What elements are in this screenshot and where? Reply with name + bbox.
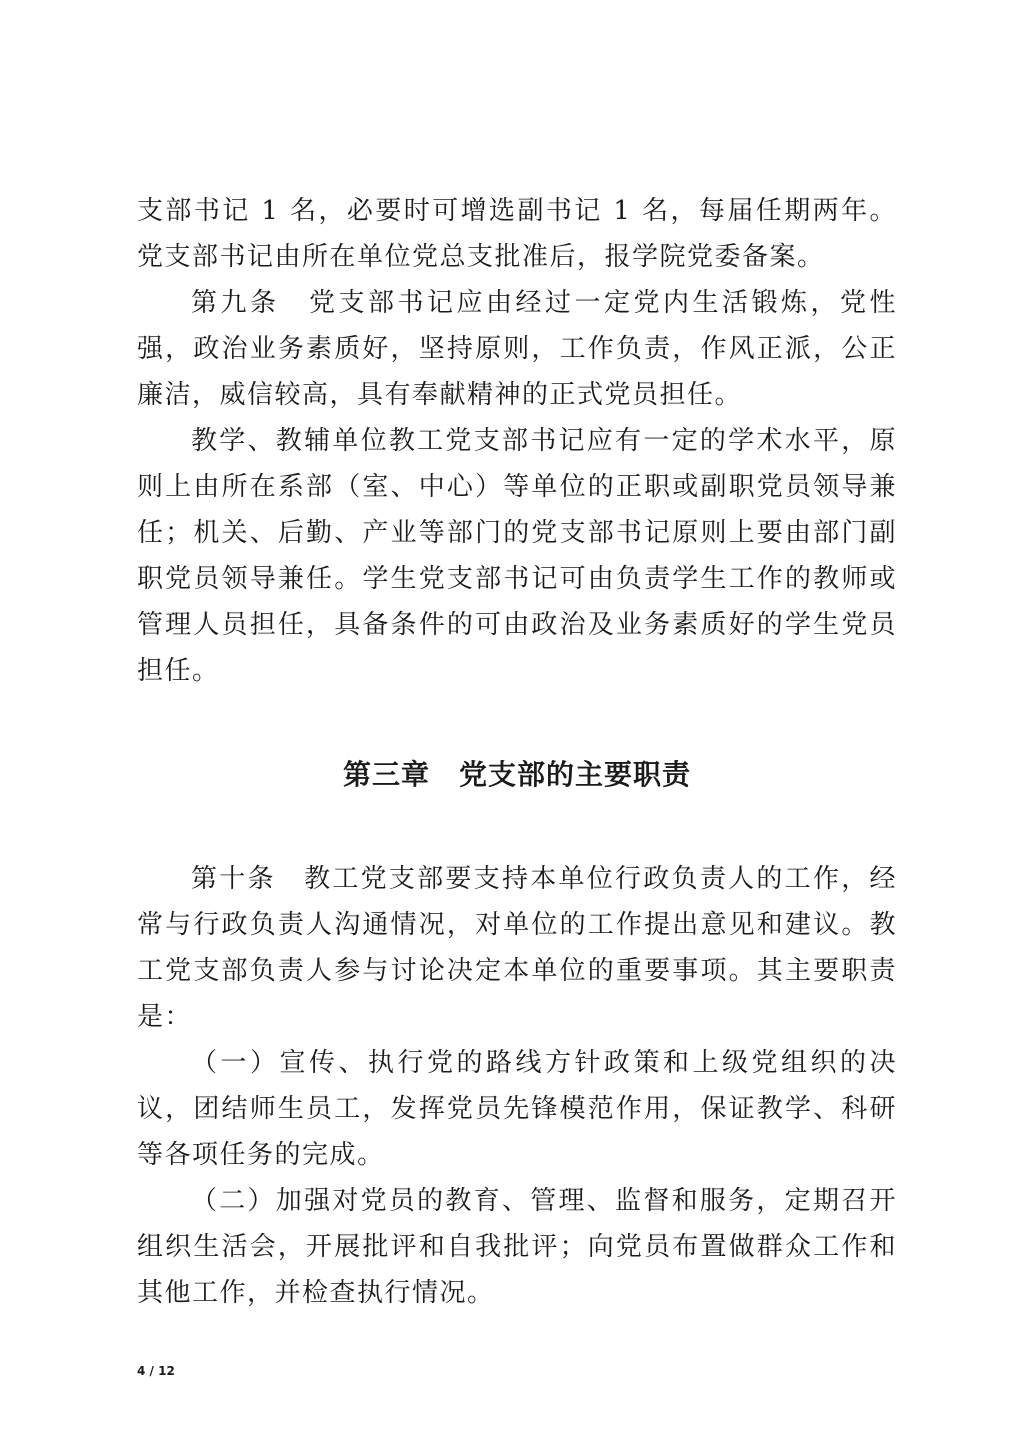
paragraph-article-10: 第十条 教工党支部要支持本单位行政负责人的工作，经常与行政负责人沟通情况，对单位的工作提出意见和建议。教工党支部负责人参与讨论决定本单位的重要事项。其主要职责是： bbox=[137, 864, 897, 1032]
document-body bbox=[137, 188, 897, 1316]
chapter-heading: 第三章 党支部的主要职责 bbox=[342, 758, 691, 791]
paragraph-article-9: 第九条 党支部书记应由经过一定党内生活锻炼，党性强，政治业务素质好，坚持原则，工作负责，作风正派，公正廉洁，威信较高，具有奉献精神的正式党员担任。 bbox=[137, 288, 897, 410]
page-number: 4 / 12 bbox=[137, 1364, 175, 1378]
paragraph-duty-1: （一）宣传、执行党的路线方针政策和上级党组织的决议，团结师生员工，发挥党员先锋模范作用，保证教学、科研等各项任务的完成。 bbox=[137, 1048, 897, 1170]
paragraph-duty-2: （二）加强对党员的教育、管理、监督和服务，定期召开组织生活会，开展批评和自我批评；向党员布置做群众工作和其他工作，并检查执行情况。 bbox=[137, 1186, 897, 1308]
paragraph-continuation: 支部书记 1 名，必要时可增选副书记 1 名，每届任期两年。党支部书记由所在单位党总支批准后，报学院党委备案。 bbox=[137, 196, 897, 272]
paragraph-secretary-requirements: 教学、教辅单位教工党支部书记应有一定的学术水平，原则上由所在系部（室、中心）等单位的正职或副职党员领导兼任；机关、后勤、产业等部门的党支部书记原则上要由部门副职党员领导兼任。学生党支部书记可由负责学生工作的教师或管理人员担任，具备条件的可由政治及业务素质好的学生党员担任。 bbox=[137, 426, 897, 686]
